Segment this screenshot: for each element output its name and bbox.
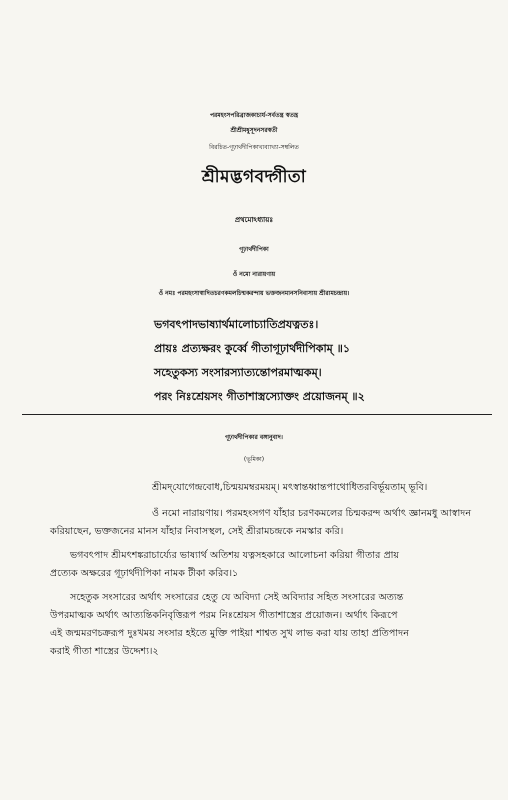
text-line: সহেতুক সংসারের অর্থাৎ সংসারের হেতু যে অবিদ্যা সেই অবিদ্যার সহিত সংসারের অত্যন্ত [70,592,404,603]
text-line: শ্রীমদ্‌যোগেন্দ্রবোধ,চিন্ময়মম্বরময়ম্। মৎস্বান্তধ্বান্তপাথোধিতরবির্ভূয়তাম্ ভূবি। [152,482,428,493]
text-line: এই জন্মমরণচক্ররূপ দুঃখময় সংসার হইতে মুক্তি পাইয়া শাশ্বত সুখ লাভ করা যায় তাহা প্রতিপাদন [50,628,409,639]
text-line: ভগবৎপাদ শ্রীমৎশঙ্করাচার্য্যের ভাষ্যার্থ অতিশয় যত্নসহকারে আলোচনা করিয়া গীতার প্রায় [70,550,400,561]
translation-heading: গূঢ়ার্থদীপিকার বঙ্গানুবাদ। [225,434,283,441]
invocation: ওঁ নমো নারায়ণায় [232,271,276,278]
verse-line: পরং নিঃশ্রেয়সং গীতাশাস্ত্রস্যোক্তং প্রয়োজনম্ ॥২ [154,390,365,403]
verse-line: প্রায়ঃ প্রত্যক্ষরং কুর্ব্বে গীতাগূঢ়ার্থদীপিকাম্ ॥১ [154,342,350,355]
verse-line: ভগবৎপাদভাষ্যার্থমালোচ্যাতিপ্রযত্নতঃ। [154,318,319,331]
divider-line [22,414,492,415]
book-title: শ্রীমদ্ভগবদ্গীতা [201,167,307,187]
header-line-1: পরমহংসপরিব্রাজকাচার্য-সর্বতন্ত্র স্বতন্ত্র [209,112,299,119]
verse-line: সহেতুকস্য সংসারস্যাত্যন্তোপরমাত্মকম্। [154,366,322,379]
intro-label: (ভূমিকা) [243,456,265,463]
text-line: উপরমাত্মক অর্থাৎ আত্যন্তিকনিবৃত্তিরূপ পরম নিঃশ্রেয়স গীতাশাস্ত্রের প্রয়োজন। অর্থাৎ কিরূপে [50,610,398,621]
header-line-3: বিরচিত-গূঢ়ার্থদীপিকাখ্যব্যাখ্যা-সম্বলিত [209,144,299,151]
dedication: ওঁ নমঃ পরমহংসাস্বাদিতচরণকমলচিন্মকরন্দায় ভক্তজনমানসনিবাসায় শ্রীরামচন্দ্রায়। [158,290,350,297]
commentary-name: গূঢ়ার্থদীপিকা [239,246,269,253]
text-line: করাই গীতা শাস্ত্রের উদ্দেশ্য।২ [50,646,159,657]
text-line: ওঁ নমো নারায়ণায়। পরমহংসগণ যাঁহার চরণকমলের চিন্মকরন্দ অর্থাৎ জ্ঞানমধু আস্বাদন [152,508,472,519]
text-line: প্রত্যেক অক্ষরের গূঢ়ার্থদীপিকা নামক টীকা করিব।১ [50,568,239,579]
text-line: করিয়াছেন, ভক্তজনের মানস যাঁহার নিবাসস্থল, সেই শ্রীরামচন্দ্রকে নমস্কার করি। [50,526,344,537]
author-name: শ্রীশ্রীমধুসূদনসরস্বতী [230,127,278,134]
chapter-heading: প্রথমোঽধ্যায়ঃ [234,216,274,224]
